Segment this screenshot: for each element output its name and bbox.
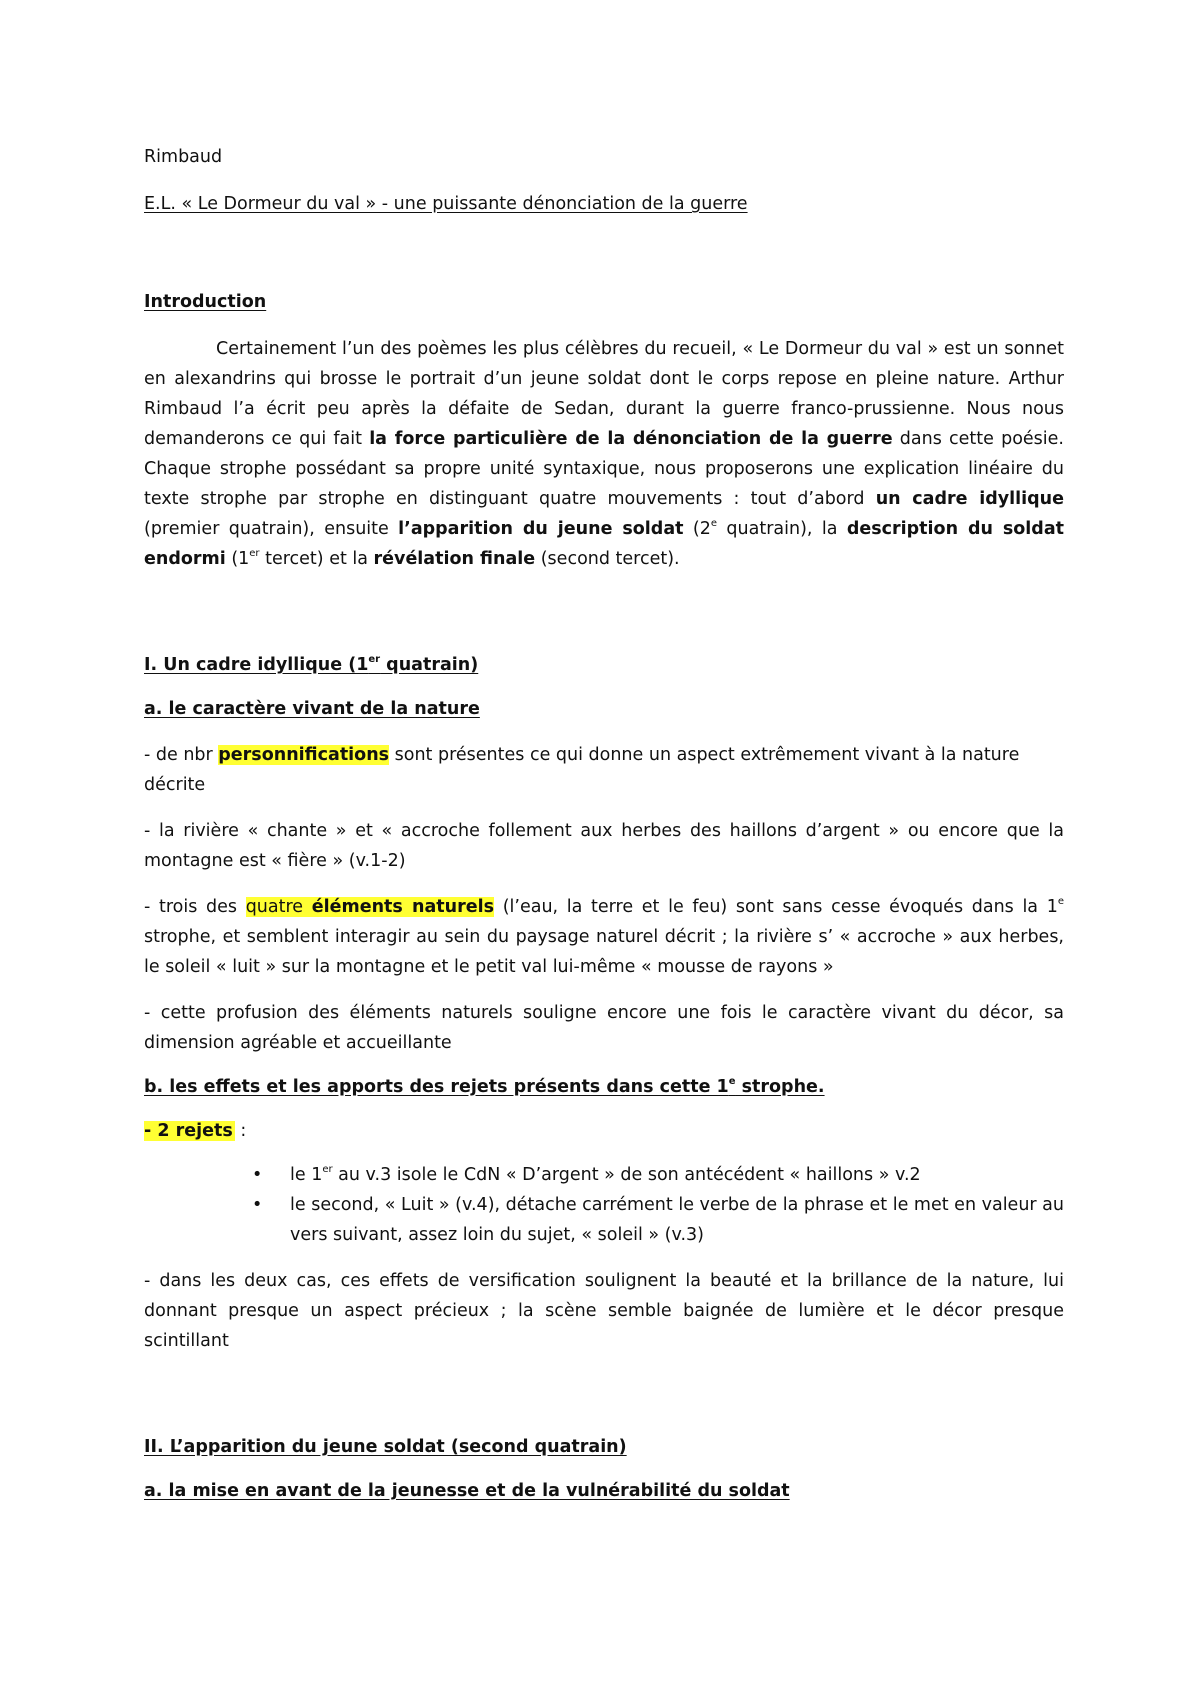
point-personifications	[144, 740, 1064, 800]
point-profusion: - cette profusion des éléments naturels souligne encore une fois le caractère vivant du décor, sa dimension agréable et accueillante	[144, 1003, 1064, 1053]
intro-bold-movement-1: un cadre idyllique	[875, 489, 1065, 509]
label-colon: :	[234, 1121, 247, 1141]
bullet-icon: •	[252, 1165, 263, 1185]
section-2-heading: II. L’apparition du jeune soldat (second quatrain)	[144, 1437, 627, 1457]
point-elements-naturels	[144, 892, 1064, 982]
point-text: - de nbr	[144, 745, 219, 765]
point-text: sont présentes ce qui donne un aspect extrêmement vivant à la nature décrite	[144, 745, 1020, 795]
heading-text: quatrain)	[380, 655, 479, 675]
intro-text: quatrain), la	[717, 519, 847, 539]
heading-text: b. les effets et les apports des rejets présents dans cette 1	[144, 1077, 729, 1097]
subsection-2a-heading: a. la mise en avant de la jeunesse et de la vulnérabilité du soldat	[144, 1481, 790, 1501]
superscript: e	[728, 1076, 736, 1088]
intro-text: Certainement l’un des poèmes les plus célèbres du recueil, « Le Dormeur du val » est un sonnet en alexandrins qui brosse le portrait d’un jeune soldat dont le corps repose en pleine nature. Arthur Rimbaud l’a écrit peu après la défaite de Sedan, durant la guerre franco-prussienne. Nous nous demanderons ce qui fait	[144, 339, 1064, 449]
point-text: - trois des	[144, 897, 246, 917]
superscript: e	[1057, 896, 1064, 908]
highlighted-term: - 2 rejets	[144, 1121, 233, 1141]
intro-text: (1	[225, 549, 250, 569]
heading-text: I. Un cadre idyllique (1	[144, 655, 369, 675]
intro-bold-movement-4: révélation finale	[373, 549, 536, 569]
highlighted-term: personnifications	[218, 745, 390, 765]
intro-text: (second tercet).	[535, 549, 680, 569]
superscript: e	[710, 518, 718, 530]
document-body	[144, 142, 1064, 1506]
intro-text: dans cette poésie. Chaque strophe possédant sa propre unité syntaxique, nous proposerons une explication linéaire du texte strophe par strophe en distinguant quatre mouvements : tout d’abord	[144, 429, 1064, 509]
superscript: er	[249, 548, 260, 560]
rejets-list	[144, 1160, 1064, 1250]
introduction-heading: Introduction	[144, 292, 267, 312]
introduction-paragraph	[144, 334, 1064, 574]
bullet-icon: •	[252, 1195, 263, 1215]
rejets-label	[144, 1116, 1064, 1146]
heading-text: strophe.	[735, 1077, 825, 1097]
intro-text: (premier quatrain), ensuite	[144, 519, 399, 539]
highlighted-term: éléments naturels	[311, 897, 495, 917]
subsection-1a-heading: a. le caractère vivant de la nature	[144, 699, 480, 719]
list-text: le 1	[290, 1165, 323, 1185]
list-item	[144, 1160, 1064, 1190]
document-title: E.L. « Le Dormeur du val » - une puissante dénonciation de la guerre	[144, 194, 748, 214]
section-1-heading	[144, 650, 1064, 680]
list-text: le second, « Luit » (v.4), détache carrément le verbe de la phrase et le met en valeur au vers suivant, assez loin du sujet, « soleil » (v.3)	[290, 1195, 1064, 1245]
list-item	[144, 1190, 1064, 1250]
author-name: Rimbaud	[144, 147, 223, 167]
list-text: au v.3 isole le CdN « D’argent » de son antécédent « haillons » v.2	[332, 1165, 921, 1185]
point-text: strophe, et semblent interagir au sein du paysage naturel décrit ; la rivière s’ « accroche » aux herbes, le soleil « luit » sur la montagne et le petit val lui-même « mousse de rayons »	[144, 927, 1064, 977]
superscript: er	[368, 654, 381, 666]
intro-bold-movement-2: l’apparition du jeune soldat	[398, 519, 684, 539]
intro-text: (2	[683, 519, 711, 539]
point-text: (l’eau, la terre et le feu) sont sans cesse évoqués dans la 1	[494, 897, 1058, 917]
intro-bold-thesis: la force particulière de la dénonciation de la guerre	[369, 429, 893, 449]
superscript: er	[322, 1164, 333, 1176]
intro-text: tercet) et la	[259, 549, 374, 569]
intro-bold-movement-3: description du soldat endormi	[144, 519, 1064, 569]
subsection-1b-heading	[144, 1072, 1064, 1102]
point-riviere: - la rivière « chante » et « accroche follement aux herbes des haillons d’argent » ou encore que la montagne est « fière » (v.1-2)	[144, 821, 1064, 871]
point-versification: - dans les deux cas, ces effets de versification soulignent la beauté et la brillance de la nature, lui donnant presque un aspect précieux ; la scène semble baignée de lumière et le décor presque scintillant	[144, 1271, 1064, 1351]
highlighted-term: quatre	[245, 897, 312, 917]
